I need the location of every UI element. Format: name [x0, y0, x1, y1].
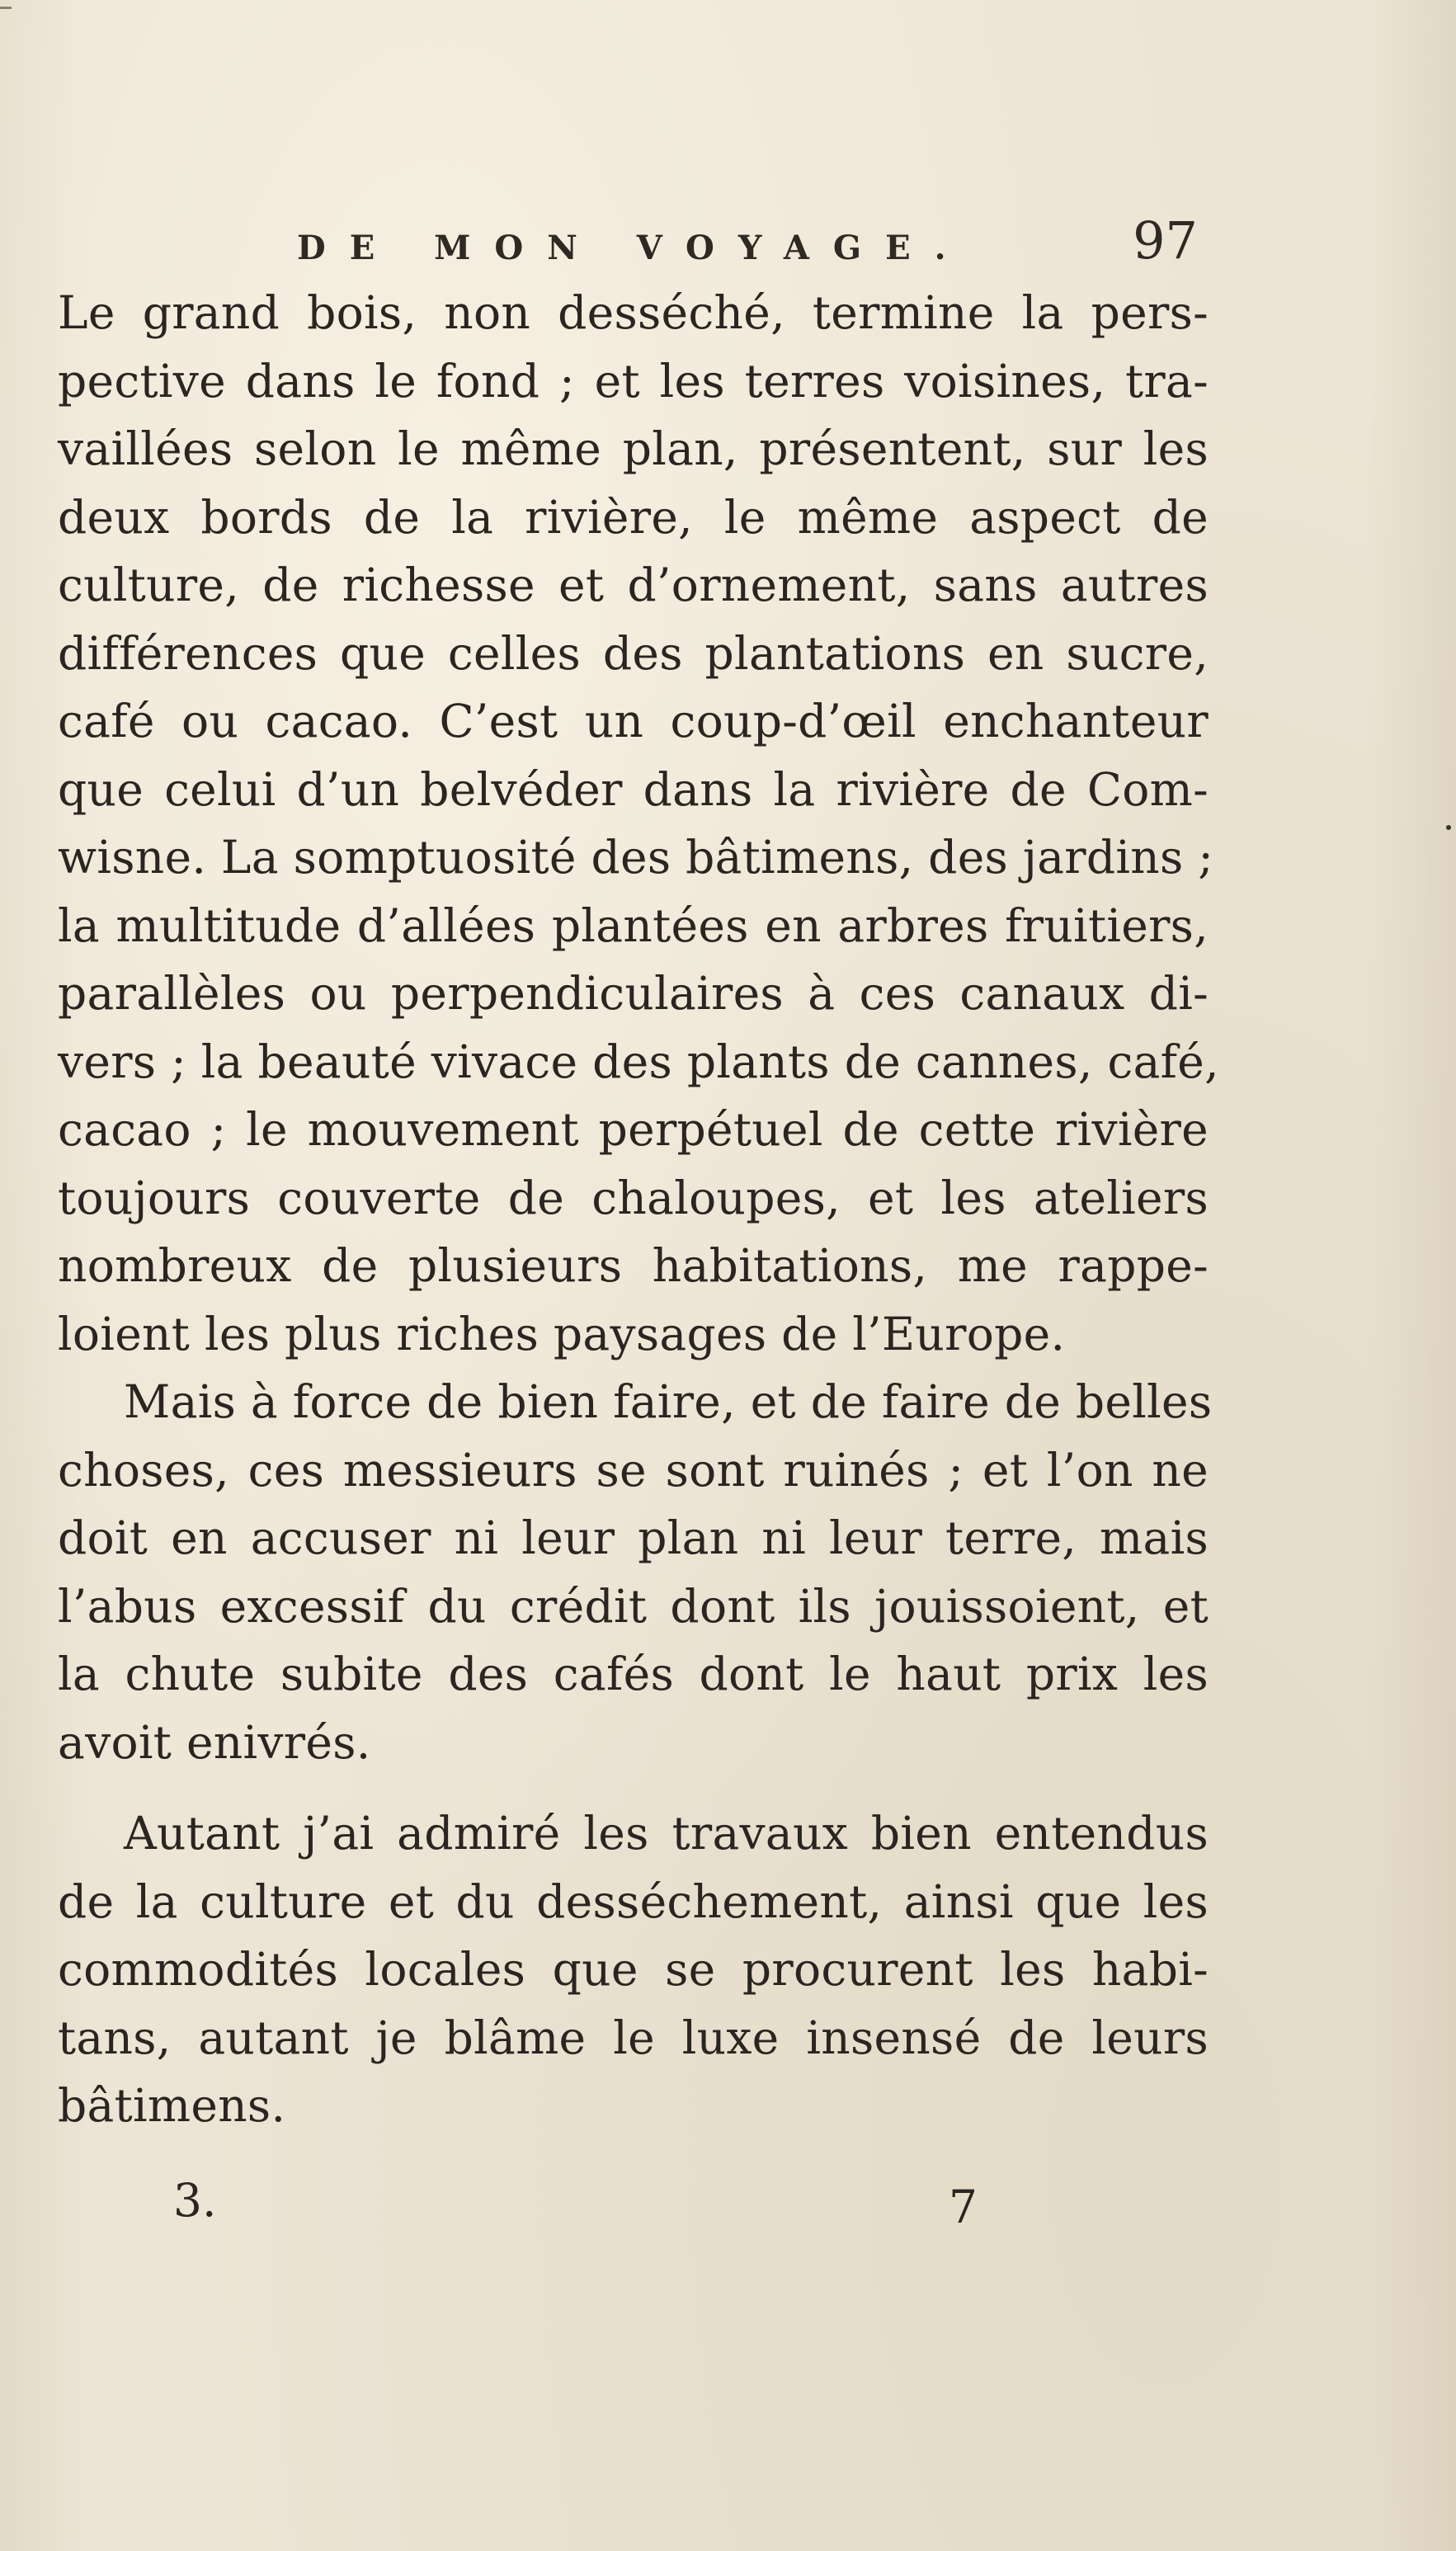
text-line: la chute subite des cafés dont le haut prix les — [58, 1648, 1209, 1700]
text-line: cacao ; le mouvement perpétuel de cette rivière — [58, 1103, 1209, 1156]
text-line: Le grand bois, non desséché, termine la pers- — [58, 286, 1209, 339]
text-line: culture, de richesse et d’ornement, sans autres — [58, 559, 1209, 611]
text-line: nombreux de plusieurs habitations, me rappe- — [58, 1239, 1209, 1292]
text-line: que celui d’un belvéder dans la rivière de Com- — [58, 762, 1209, 816]
running-head — [247, 210, 1204, 285]
running-title: DE MON VOYAGE. — [297, 229, 970, 267]
text-line: vers ; la beauté vivace des plants de cannes, café, — [58, 1035, 1219, 1088]
text-line: Autant j’ai admiré les travaux bien entendus — [124, 1807, 1209, 1860]
text-line: doit en accuser ni leur plan ni leur terre, mais — [58, 1511, 1209, 1564]
text-line: deux bords de la rivière, le même aspect de — [58, 490, 1209, 544]
text-line: tans, autant je blâme le luxe insensé de leurs — [58, 2011, 1209, 2064]
text-line: Mais à force de bien faire, et de faire de belles — [124, 1375, 1213, 1428]
text-line: de la culture et du desséchement, ainsi que les — [58, 1874, 1209, 1928]
text-line: l’abus excessif du crédit dont ils jouissoient, et — [58, 1579, 1209, 1633]
text-line: parallèles ou perpendiculaires à ces canaux di- — [58, 967, 1209, 1020]
paragraph-gap — [58, 1776, 1209, 1799]
edge-mark — [0, 7, 12, 9]
ink-speck — [1446, 825, 1451, 830]
text-line: pective dans le fond ; et les terres voisines, tra- — [58, 354, 1209, 408]
text-line: wisne. La somptuosité des bâtimens, des jardins ; — [58, 831, 1214, 884]
text-line: café ou cacao. C’est un coup-d’œil enchanteur — [58, 695, 1209, 747]
text-line: la multitude d’allées plantées en arbres fruitiers, — [58, 898, 1209, 952]
body-text — [58, 279, 1219, 2140]
text-line: bâtimens. — [58, 2079, 286, 2132]
text-line: commodités locales que se procurent les habi- — [58, 1943, 1209, 1996]
page-number: 97 — [1133, 210, 1198, 271]
text-line: vaillées selon le même plan, présentent, sur les — [58, 422, 1209, 475]
text-line: choses, ces messieurs se sont ruinés ; et l’on ne — [58, 1443, 1209, 1497]
text-line: avoit enivrés. — [58, 1715, 371, 1769]
signature-mark — [173, 2174, 998, 2248]
signature-sheet: 7 — [949, 2181, 978, 2233]
text-line: toujours couverte de chaloupes, et les ateliers — [58, 1171, 1209, 1224]
signature-number: 3. — [173, 2174, 217, 2227]
text-line: différences que celles des plantations en sucre, — [58, 626, 1209, 680]
text-line: loient les plus riches paysages de l’Europe. — [58, 1307, 1066, 1360]
